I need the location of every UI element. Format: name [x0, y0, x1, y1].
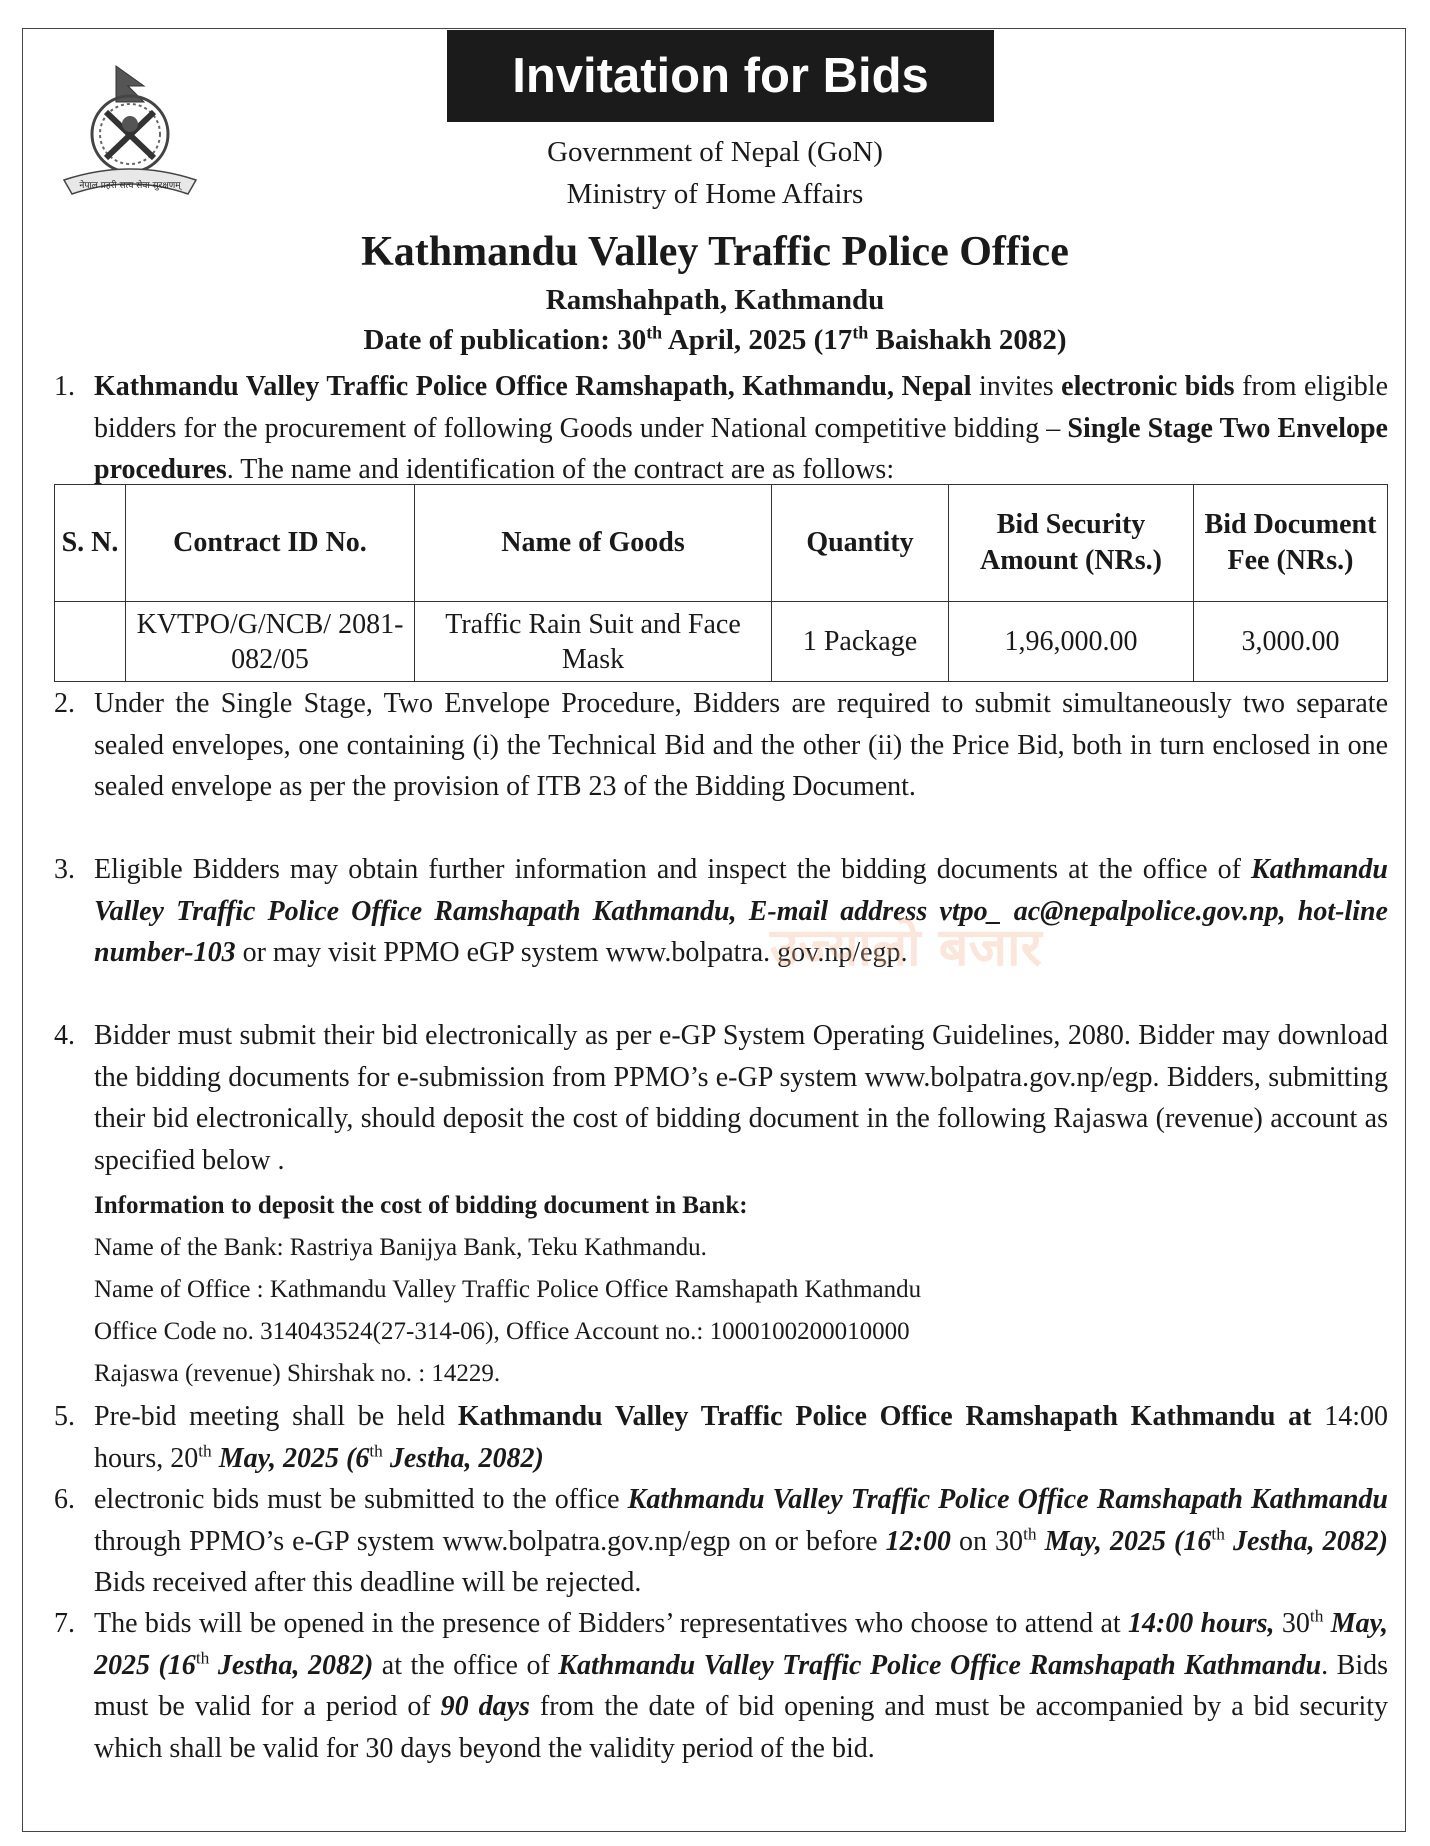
office-address: Ramshahpath, Kathmandu [545, 284, 885, 316]
cell-quantity: 1 Package [772, 602, 949, 682]
table-header-row [55, 485, 1388, 602]
col-sn: S. N. [55, 485, 126, 602]
cell-contract-id: KVTPO/G/NCB/ 2081-082/05 [126, 602, 415, 682]
cell-sn [55, 602, 126, 682]
ministry-line: Ministry of Home Affairs [566, 178, 864, 210]
col-quantity: Quantity [772, 485, 949, 602]
table-row [55, 602, 1388, 682]
contract-table [54, 484, 1388, 682]
cell-bid-security: 1,96,000.00 [949, 602, 1194, 682]
clause-4: 4. Bidder must submit their bid electronically as per e-GP System Operating Guidelines, 2080. Bidder may download the bidding documents for e-submission from PPMO’s e-GP system www.bolpatra.gov.np/egp. Bidders, submitting their bid electronically, should deposit the cost of bidding document in the following Rajaswa (revenue) account as specified below . [54, 1020, 1388, 1176]
revenue-code: Rajaswa (revenue) Shirshak no. : 14229. [94, 1360, 501, 1387]
clause-7: 7. The bids will be opened in the presence of Bidders’ representatives who choose to attend at 14:00 hours, 30th May, 2025 (16th Jestha, 2082) at the office of Kathmandu Valley Traffic Police Office Ramshapath Kathmandu. Bids must be valid for a period of 90 days from the date of bid opening and must be accompanied by a bid security which shall be valid for 30 days beyond the validity period of the bid. [54, 1606, 1389, 1764]
watermark: उज्यालो बजार [770, 918, 1042, 978]
cell-goods: Traffic Rain Suit and Face Mask [415, 602, 772, 682]
col-document-fee: Bid Document Fee (NRs.) [1194, 485, 1388, 602]
publication-date: Date of publication: 30th April, 2025 (17th Baishakh 2082) [363, 322, 1067, 356]
clause-1: 1. Kathmandu Valley Traffic Police Office Ramshapath, Kathmandu, Nepal invites electronic bids from eligible bidders for the procurement of following Goods under National competitive bidding – Single Stage Two Envelope procedures. The name and identification of the contract are as follows: [54, 371, 1388, 485]
clause-2: 2. Under the Single Stage, Two Envelope Procedure, Bidders are required to submit simultaneously two separate sealed envelopes, one containing (i) the Technical Bid and the other (ii) the Price Bid, both in turn enclosed in one sealed envelope as per the provision of ITB 23 of the Bidding Document. [54, 688, 1388, 802]
cell-document-fee: 3,000.00 [1194, 602, 1388, 682]
col-goods: Name of Goods [415, 485, 772, 602]
office-title: Kathmandu Valley Traffic Police Office [361, 229, 1069, 275]
bank-info [94, 1185, 1374, 1395]
bank-name: Name of the Bank: Rastriya Banijya Bank, Teku Kathmandu. [94, 1234, 707, 1261]
bank-info-heading: Information to deposit the cost of bidding document in Bank: [94, 1192, 748, 1219]
clause-5: 5. Pre-bid meeting shall be held Kathmandu Valley Traffic Police Office Ramshapath Kathmandu at 14:00 hours, 20th May, 2025 (6th Jestha, 2082) [54, 1401, 1388, 1474]
government-line: Government of Nepal (GoN) [547, 136, 883, 168]
office-account: Office Code no. 314043524(27-314-06), Office Account no.: 1000100200010000 [94, 1318, 910, 1345]
clause-3: 3. Eligible Bidders may obtain further information and inspect the bidding documents at the office of Kathmandu Valley Traffic Police Office Ramshapath Kathmandu, E-mail address vtpo_ ac@nepalpolice.gov.np, hot-line number-103 or may visit PPMO eGP system www.bolpatra. gov.np/egp. [54, 854, 1388, 968]
col-contract-id: Contract ID No. [126, 485, 415, 602]
clause-6: 6. electronic bids must be submitted to the office Kathmandu Valley Traffic Police Office Ramshapath Kathmandu through PPMO’s e-GP system www.bolpatra.gov.np/egp on or before 12:00 on 30th May, 2025 (16th Jestha, 2082) Bids received after this deadline will be rejected. [54, 1484, 1389, 1598]
col-bid-security: Bid Security Amount (NRs.) [949, 485, 1194, 602]
svg-text:नेपाल प्रहरी सत्य सेवा सुरक्षण: नेपाल प्रहरी सत्य सेवा सुरक्षणम् [79, 181, 181, 191]
office-name: Name of Office : Kathmandu Valley Traffic Police Office Ramshapath Kathmandu [94, 1276, 922, 1303]
invitation-banner: Invitation for Bids [447, 30, 994, 122]
